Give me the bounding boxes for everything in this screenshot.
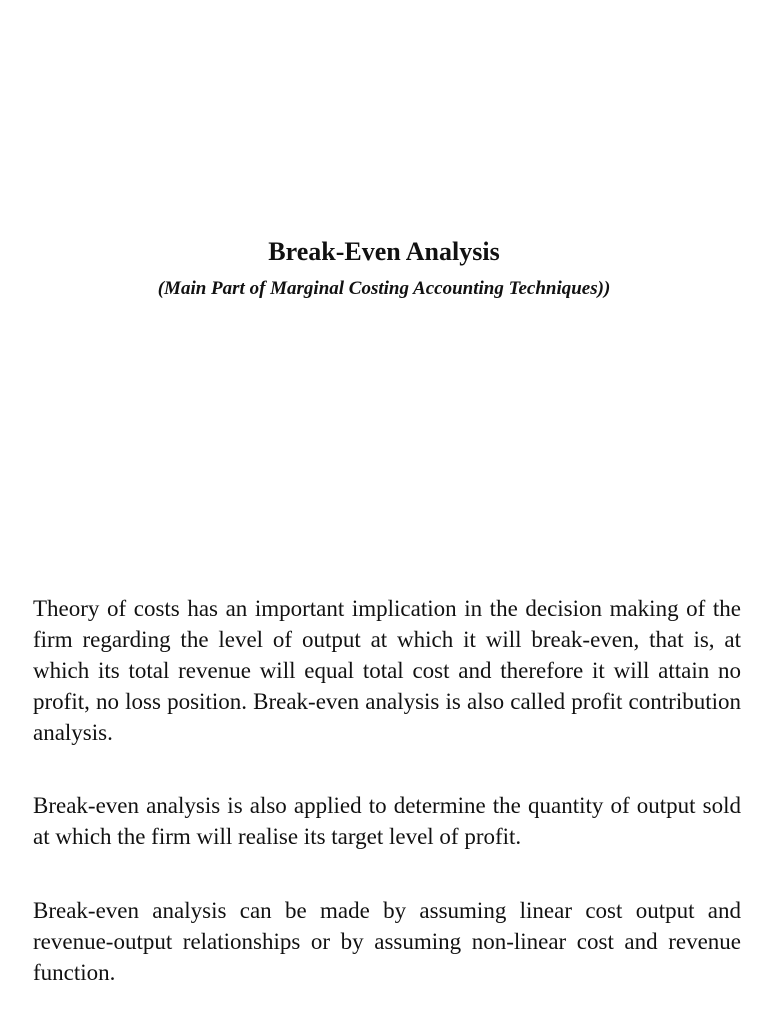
document-title: Break-Even Analysis (268, 237, 500, 266)
paragraph-linear-nonlinear: Break-even analysis can be made by assuming linear cost output and revenue-output relationships or by assuming non-linear cost and revenue function. (33, 898, 741, 985)
document-subtitle: (Main Part of Marginal Costing Accounting Techniques)) (157, 278, 611, 299)
paragraph-target-profit: Break-even analysis is also applied to determine the quantity of output sold at which the firm will realise its target level of profit. (33, 793, 741, 849)
paragraph-theory-of-costs: Theory of costs has an important implication in the decision making of the firm regarding the level of output at which it will break-even, that is, at which its total revenue will equal total cost and therefore it will attain no profit, no loss position. Break-even analysis is also called profit contribution analysis. (33, 596, 741, 745)
